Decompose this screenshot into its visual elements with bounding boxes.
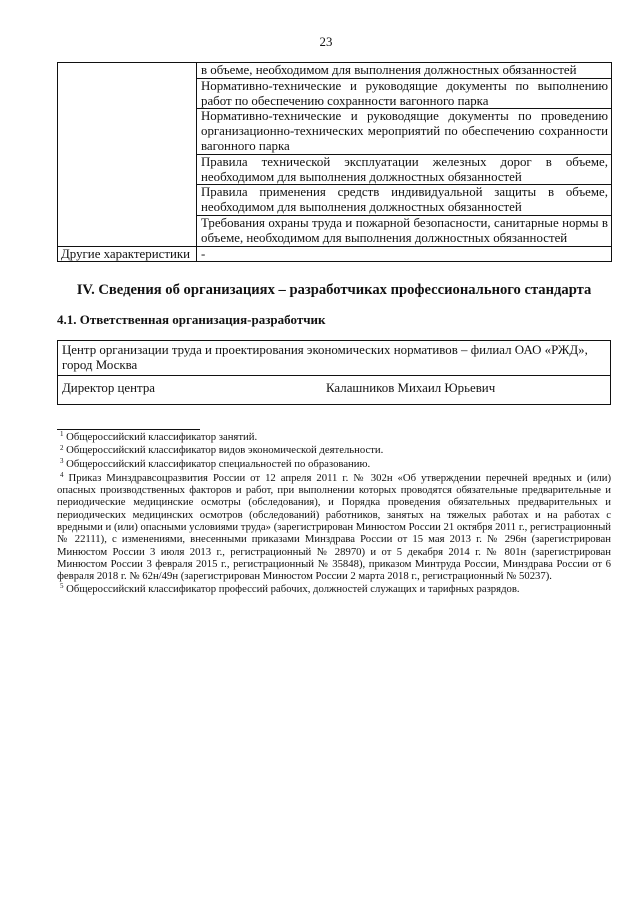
footnote-mark: 4 <box>60 471 64 480</box>
other-characteristics-value: - <box>197 246 612 262</box>
head-position: Директор центра <box>62 381 156 395</box>
footnote-2 <box>57 444 611 458</box>
section-subheading: 4.1. Ответственная организация-разработчик <box>57 312 326 327</box>
footnote-mark: 1 <box>60 430 64 438</box>
footnote-mark: 2 <box>60 443 64 452</box>
section-heading: IV. Сведения об организациях – разработчиках профессионального стандарта <box>76 282 592 298</box>
footnote-1 <box>57 431 611 445</box>
footnote-text: Общероссийский классификатор профессий рабочих, должностей служащих и тарифных разрядов. <box>66 582 520 595</box>
footnote-mark: 3 <box>60 457 64 466</box>
head-person-name: Калашников Михаил Юрьевич <box>326 381 496 395</box>
requirement-cell: Нормативно-технические и руководящие документы по выполнению работ по обеспечению сохранности вагонного парка <box>197 78 612 109</box>
footnote-5 <box>57 583 611 595</box>
organization-box <box>57 340 611 405</box>
organization-name: Центр организации труда и проектирования экономических нормативов – филиал ОАО «РЖД», город Москва <box>58 341 610 376</box>
other-characteristics-label: Другие характеристики <box>58 246 197 262</box>
table-label-cell-empty <box>58 63 197 247</box>
footnotes <box>57 431 611 596</box>
requirement-cell: в объеме, необходимом для выполнения должностных обязанностей <box>197 63 612 79</box>
table-row <box>58 63 612 79</box>
footnote-text: Общероссийский классификатор занятий. <box>66 430 258 443</box>
table-row-other <box>58 246 612 262</box>
footnote-4 <box>57 472 611 583</box>
requirement-cell: Требования охраны труда и пожарной безопасности, санитарные нормы в объеме, необходимом для выполнения должностных обязанностей <box>197 215 612 246</box>
page-number: 23 <box>319 35 333 49</box>
requirement-cell: Нормативно-технические и руководящие документы по проведению организационно-технических мероприятий по обеспечению сохранности вагонного парка <box>197 109 612 154</box>
organization-head-row <box>58 376 610 404</box>
footnote-text: Общероссийский классификатор видов экономической деятельности. <box>66 444 384 457</box>
footnote-text: Общероссийский классификатор специальностей по образованию. <box>66 457 371 470</box>
footnote-3 <box>57 458 611 472</box>
footnote-text: Приказ Минздравсоцразвития России от 12 апреля 2011 г. № 302н «Об утверждении перечней вредных и (или) опасных производственных факторов и работ, при выполнении которых проводятся обязательные предварительные и периодические медицинские осмотры (обследования), и Порядка проведения обязательных предварительных и периодических медицинских осмотров (обследований) работников, занятых на тяжелых работах и на работах с вредными и (или) опасными условиями труда» (зарегистрирован Минюстом России 21 октября 2011 г., регистрационный № 22111), с изменениями, внесенными приказами Минздрава России от 15 мая 2013 г. № 296н (зарегистрирован Минюстом России 3 июля 2013 г., регистрационный № 28970) и от 5 декабря 2014 г. № 801н (зарегистрирован Минюстом России 3 февраля 2015 г., регистрационный № 35848), приказом Минтруда России, Минздрава России от 6 февраля 2018 г. № 62н/49н (зарегистрирован Минюстом России 2 марта 2018 г., регистрационный № 50237). <box>57 471 612 583</box>
footnote-mark: 5 <box>60 582 64 591</box>
requirement-cell: Правила применения средств индивидуальной защиты в объеме, необходимом для выполнения должностных обязанностей <box>197 185 612 216</box>
requirement-cell: Правила технической эксплуатации железных дорог в объеме, необходимом для выполнения должностных обязанностей <box>197 154 612 185</box>
requirements-table <box>57 62 612 262</box>
